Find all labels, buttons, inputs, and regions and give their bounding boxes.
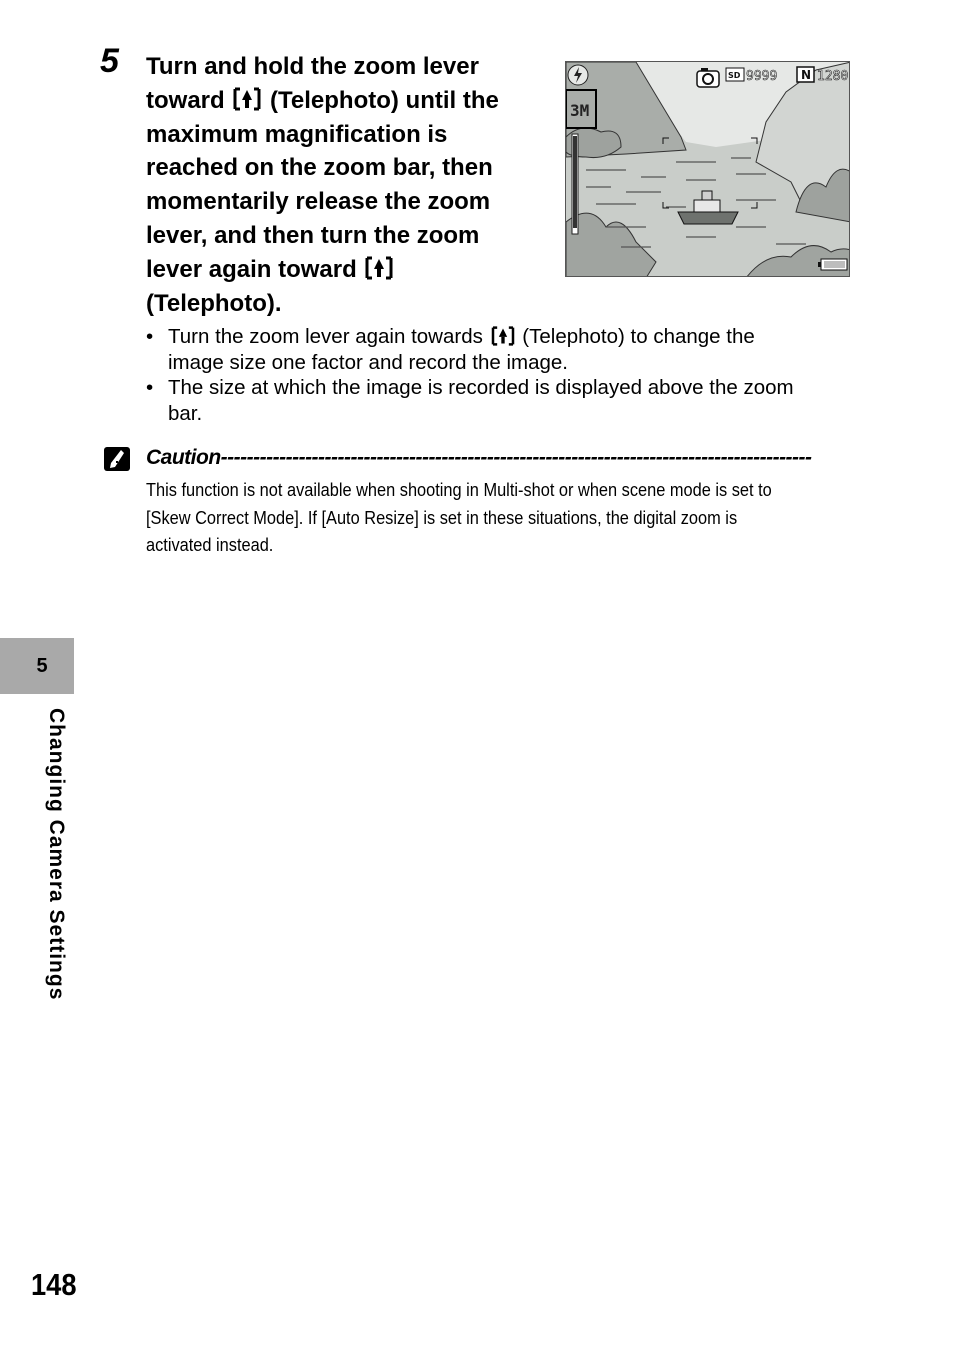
caution-body: This function is not available when shooting in Multi-shot or when scene mode is set to [Skew Correct Mode]. If [Auto Resize] is set in these situations, the digital zoom is activated instead. [146,479,772,555]
camera-scene [566,62,850,277]
camera-mode-icon [697,68,719,87]
svg-text:N: N [801,68,812,82]
flash-icon [568,65,588,85]
caution-heading: Caution------------------------------------------------------------------------------------------- [146,446,812,469]
caution-icon [103,446,131,472]
step-instruction [146,50,546,320]
step-line: momentarily release the zoom [146,188,491,216]
telephoto-icon [491,326,515,346]
chapter-number: 5 [36,654,48,677]
step-line: reached on the zoom bar, then [146,154,493,182]
chapter-title: Changing Camera Settings [45,708,68,1001]
chapter-tab [0,638,74,694]
step-line: Turn and hold the zoom lever [146,53,479,80]
svg-text:SD: SD [728,71,741,80]
battery-icon [818,259,847,270]
step-line: lever again toward [146,253,546,287]
step-line: maximum magnification is [146,120,448,148]
zoom-size-label: 3M [570,101,590,120]
step-line: lever, and then turn the zoom [146,221,480,249]
image-size: 1280 [817,69,849,84]
step-number: 5 [100,42,119,80]
camera-screen-illustration [565,61,850,277]
step-line: toward (Telephoto) until the [146,86,499,114]
telephoto-icon [233,87,261,111]
page-number: 148 [31,1267,77,1302]
list-item: • Turn the zoom lever again towards (Telephoto) to change the image size one factor and record the image. [146,325,755,374]
step-line: (Telephoto). [146,289,282,317]
notes-list [146,324,856,427]
shots-remaining: 9999 [746,69,778,84]
telephoto-icon [365,256,393,280]
list-item: • The size at which the image is recorded is displayed above the zoom bar. [146,376,794,426]
